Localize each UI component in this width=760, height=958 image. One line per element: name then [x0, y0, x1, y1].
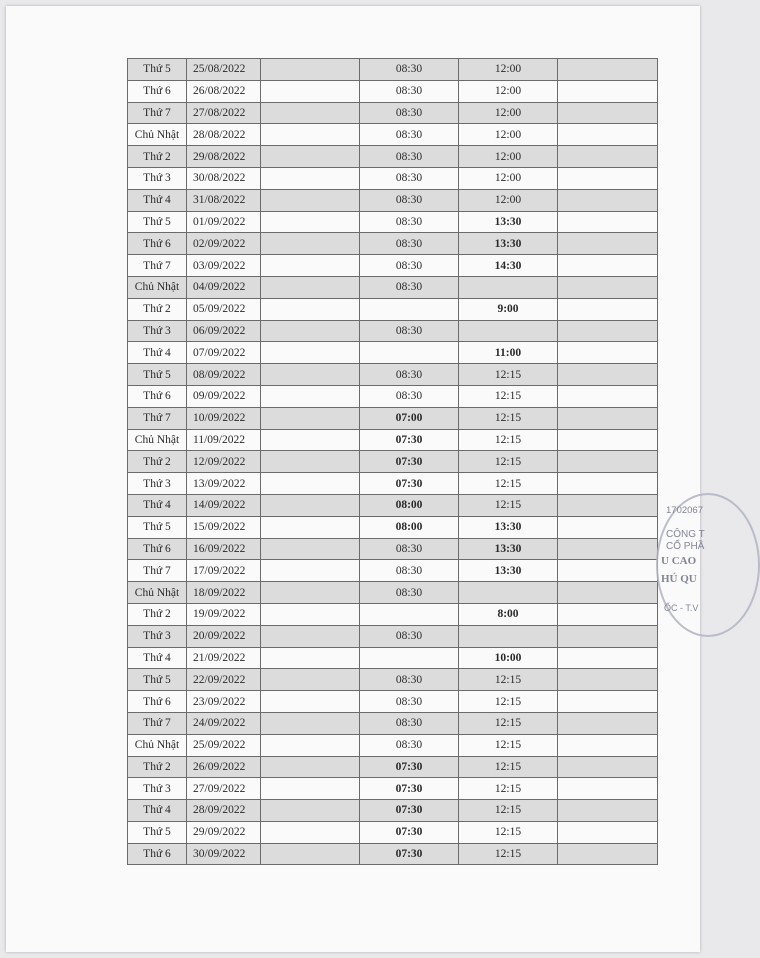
note-cell — [558, 298, 658, 320]
end-time-cell — [459, 320, 558, 342]
note-cell — [558, 385, 658, 407]
date-cell: 15/09/2022 — [187, 516, 261, 538]
stamp-line: 1702067 — [666, 505, 703, 516]
stamp-line: CÔNG T — [666, 529, 705, 540]
start-time-cell: 07:30 — [360, 756, 459, 778]
note-cell — [558, 211, 658, 233]
blank-cell — [261, 473, 360, 495]
blank-cell — [261, 560, 360, 582]
blank-cell — [261, 778, 360, 800]
end-time-cell: 12:00 — [459, 189, 558, 211]
end-time-cell: 10:00 — [459, 647, 558, 669]
start-time-cell: 07:30 — [360, 778, 459, 800]
end-time-cell: 12:15 — [459, 451, 558, 473]
table-row — [128, 647, 658, 669]
table-row — [128, 189, 658, 211]
blank-cell — [261, 233, 360, 255]
end-time-cell: 12:15 — [459, 843, 558, 865]
blank-cell — [261, 625, 360, 647]
start-time-cell: 08:30 — [360, 167, 459, 189]
note-cell — [558, 647, 658, 669]
end-time-cell: 12:00 — [459, 102, 558, 124]
blank-cell — [261, 647, 360, 669]
end-time-cell: 12:15 — [459, 734, 558, 756]
note-cell — [558, 494, 658, 516]
start-time-cell: 08:30 — [360, 80, 459, 102]
date-cell: 11/09/2022 — [187, 429, 261, 451]
day-cell: Thứ 3 — [128, 167, 187, 189]
note-cell — [558, 80, 658, 102]
start-time-cell: 08:30 — [360, 582, 459, 604]
note-cell — [558, 734, 658, 756]
start-time-cell: 08:30 — [360, 124, 459, 146]
blank-cell — [261, 124, 360, 146]
start-time-cell: 08:00 — [360, 494, 459, 516]
date-cell: 07/09/2022 — [187, 342, 261, 364]
date-cell: 27/09/2022 — [187, 778, 261, 800]
table-row — [128, 211, 658, 233]
start-time-cell — [360, 298, 459, 320]
table-row — [128, 625, 658, 647]
date-cell: 13/09/2022 — [187, 473, 261, 495]
day-cell: Thứ 6 — [128, 691, 187, 713]
end-time-cell: 12:00 — [459, 59, 558, 81]
start-time-cell: 07:30 — [360, 451, 459, 473]
table-row — [128, 320, 658, 342]
table-row — [128, 603, 658, 625]
end-time-cell: 9:00 — [459, 298, 558, 320]
blank-cell — [261, 167, 360, 189]
end-time-cell: 12:15 — [459, 800, 558, 822]
start-time-cell: 07:30 — [360, 429, 459, 451]
table-row — [128, 59, 658, 81]
note-cell — [558, 516, 658, 538]
day-cell: Thứ 7 — [128, 102, 187, 124]
end-time-cell: 12:00 — [459, 146, 558, 168]
day-cell: Thứ 5 — [128, 516, 187, 538]
note-cell — [558, 102, 658, 124]
date-cell: 25/09/2022 — [187, 734, 261, 756]
end-time-cell — [459, 276, 558, 298]
note-cell — [558, 691, 658, 713]
blank-cell — [261, 385, 360, 407]
start-time-cell: 08:30 — [360, 734, 459, 756]
start-time-cell: 08:30 — [360, 320, 459, 342]
day-cell: Thứ 5 — [128, 59, 187, 81]
table-row — [128, 560, 658, 582]
date-cell: 08/09/2022 — [187, 364, 261, 386]
day-cell: Thứ 3 — [128, 473, 187, 495]
day-cell: Thứ 7 — [128, 407, 187, 429]
table-row — [128, 342, 658, 364]
date-cell: 28/08/2022 — [187, 124, 261, 146]
note-cell — [558, 669, 658, 691]
end-time-cell — [459, 625, 558, 647]
note-cell — [558, 189, 658, 211]
table-row — [128, 712, 658, 734]
end-time-cell: 12:15 — [459, 669, 558, 691]
stamp-line: HÚ QU — [661, 573, 697, 585]
day-cell: Thứ 5 — [128, 211, 187, 233]
blank-cell — [261, 538, 360, 560]
note-cell — [558, 625, 658, 647]
start-time-cell: 08:30 — [360, 364, 459, 386]
table-row — [128, 691, 658, 713]
end-time-cell: 13:30 — [459, 560, 558, 582]
start-time-cell: 08:30 — [360, 625, 459, 647]
date-cell: 09/09/2022 — [187, 385, 261, 407]
note-cell — [558, 320, 658, 342]
date-cell: 21/09/2022 — [187, 647, 261, 669]
note-cell — [558, 843, 658, 865]
date-cell: 30/08/2022 — [187, 167, 261, 189]
note-cell — [558, 756, 658, 778]
note-cell — [558, 560, 658, 582]
table-row — [128, 385, 658, 407]
day-cell: Thứ 5 — [128, 669, 187, 691]
day-cell: Thứ 2 — [128, 146, 187, 168]
table-row — [128, 233, 658, 255]
day-cell: Thứ 6 — [128, 843, 187, 865]
date-cell: 10/09/2022 — [187, 407, 261, 429]
start-time-cell: 07:30 — [360, 800, 459, 822]
table-row — [128, 669, 658, 691]
date-cell: 25/08/2022 — [187, 59, 261, 81]
date-cell: 16/09/2022 — [187, 538, 261, 560]
note-cell — [558, 473, 658, 495]
note-cell — [558, 255, 658, 277]
blank-cell — [261, 516, 360, 538]
start-time-cell: 08:30 — [360, 255, 459, 277]
end-time-cell: 12:15 — [459, 364, 558, 386]
start-time-cell: 08:30 — [360, 102, 459, 124]
end-time-cell: 13:30 — [459, 516, 558, 538]
end-time-cell: 12:15 — [459, 494, 558, 516]
table-row — [128, 821, 658, 843]
table-row — [128, 451, 658, 473]
end-time-cell: 12:00 — [459, 80, 558, 102]
note-cell — [558, 712, 658, 734]
blank-cell — [261, 691, 360, 713]
table-row — [128, 407, 658, 429]
start-time-cell: 08:30 — [360, 691, 459, 713]
end-time-cell: 13:30 — [459, 538, 558, 560]
day-cell: Thứ 6 — [128, 385, 187, 407]
note-cell — [558, 124, 658, 146]
day-cell: Thứ 3 — [128, 778, 187, 800]
blank-cell — [261, 276, 360, 298]
date-cell: 22/09/2022 — [187, 669, 261, 691]
blank-cell — [261, 712, 360, 734]
start-time-cell: 08:30 — [360, 560, 459, 582]
table-row — [128, 734, 658, 756]
note-cell — [558, 59, 658, 81]
start-time-cell: 08:30 — [360, 233, 459, 255]
blank-cell — [261, 734, 360, 756]
note-cell — [558, 407, 658, 429]
blank-cell — [261, 821, 360, 843]
end-time-cell: 11:00 — [459, 342, 558, 364]
table-row — [128, 843, 658, 865]
blank-cell — [261, 189, 360, 211]
date-cell: 04/09/2022 — [187, 276, 261, 298]
note-cell — [558, 429, 658, 451]
end-time-cell: 8:00 — [459, 603, 558, 625]
day-cell: Thứ 6 — [128, 538, 187, 560]
date-cell: 26/09/2022 — [187, 756, 261, 778]
table-row — [128, 494, 658, 516]
day-cell: Thứ 3 — [128, 320, 187, 342]
start-time-cell — [360, 342, 459, 364]
blank-cell — [261, 59, 360, 81]
end-time-cell: 12:00 — [459, 167, 558, 189]
date-cell: 12/09/2022 — [187, 451, 261, 473]
blank-cell — [261, 80, 360, 102]
table-row — [128, 473, 658, 495]
start-time-cell: 08:30 — [360, 189, 459, 211]
table-row — [128, 80, 658, 102]
start-time-cell — [360, 647, 459, 669]
schedule-table-body — [128, 59, 658, 865]
day-cell: Thứ 5 — [128, 821, 187, 843]
day-cell: Thứ 2 — [128, 451, 187, 473]
day-cell: Thứ 7 — [128, 560, 187, 582]
end-time-cell: 12:15 — [459, 691, 558, 713]
blank-cell — [261, 429, 360, 451]
blank-cell — [261, 320, 360, 342]
end-time-cell: 12:15 — [459, 429, 558, 451]
date-cell: 18/09/2022 — [187, 582, 261, 604]
blank-cell — [261, 800, 360, 822]
table-row — [128, 778, 658, 800]
day-cell: Thứ 7 — [128, 712, 187, 734]
day-cell: Thứ 4 — [128, 647, 187, 669]
day-cell: Thứ 5 — [128, 364, 187, 386]
date-cell: 26/08/2022 — [187, 80, 261, 102]
day-cell: Chủ Nhật — [128, 734, 187, 756]
date-cell: 20/09/2022 — [187, 625, 261, 647]
end-time-cell: 12:15 — [459, 407, 558, 429]
blank-cell — [261, 211, 360, 233]
table-row — [128, 800, 658, 822]
note-cell — [558, 167, 658, 189]
start-time-cell: 08:30 — [360, 276, 459, 298]
table-row — [128, 429, 658, 451]
table-row — [128, 582, 658, 604]
day-cell: Chủ Nhật — [128, 582, 187, 604]
blank-cell — [261, 582, 360, 604]
note-cell — [558, 233, 658, 255]
table-row — [128, 102, 658, 124]
end-time-cell: 12:15 — [459, 821, 558, 843]
company-seal-stamp — [656, 493, 760, 637]
table-row — [128, 255, 658, 277]
note-cell — [558, 800, 658, 822]
blank-cell — [261, 843, 360, 865]
start-time-cell — [360, 603, 459, 625]
start-time-cell: 08:30 — [360, 211, 459, 233]
table-row — [128, 538, 658, 560]
end-time-cell: 12:15 — [459, 385, 558, 407]
table-row — [128, 146, 658, 168]
day-cell: Chủ Nhật — [128, 124, 187, 146]
document-page — [6, 6, 705, 952]
blank-cell — [261, 756, 360, 778]
blank-cell — [261, 494, 360, 516]
day-cell: Chủ Nhật — [128, 429, 187, 451]
stamp-line: CỔ PHẦ — [666, 541, 705, 552]
table-row — [128, 276, 658, 298]
date-cell: 30/09/2022 — [187, 843, 261, 865]
date-cell: 17/09/2022 — [187, 560, 261, 582]
day-cell: Thứ 4 — [128, 494, 187, 516]
note-cell — [558, 821, 658, 843]
start-time-cell: 08:30 — [360, 538, 459, 560]
end-time-cell: 13:30 — [459, 211, 558, 233]
date-cell: 02/09/2022 — [187, 233, 261, 255]
end-time-cell: 13:30 — [459, 233, 558, 255]
start-time-cell: 07:30 — [360, 843, 459, 865]
end-time-cell: 12:15 — [459, 778, 558, 800]
schedule-table — [127, 58, 658, 865]
day-cell: Thứ 6 — [128, 233, 187, 255]
start-time-cell: 08:30 — [360, 59, 459, 81]
date-cell: 06/09/2022 — [187, 320, 261, 342]
blank-cell — [261, 146, 360, 168]
blank-cell — [261, 407, 360, 429]
start-time-cell: 08:00 — [360, 516, 459, 538]
end-time-cell: 12:00 — [459, 124, 558, 146]
note-cell — [558, 778, 658, 800]
end-time-cell: 12:15 — [459, 473, 558, 495]
start-time-cell: 07:00 — [360, 407, 459, 429]
end-time-cell: 14:30 — [459, 255, 558, 277]
date-cell: 27/08/2022 — [187, 102, 261, 124]
day-cell: Chủ Nhật — [128, 276, 187, 298]
start-time-cell: 07:30 — [360, 473, 459, 495]
blank-cell — [261, 669, 360, 691]
table-row — [128, 124, 658, 146]
date-cell: 28/09/2022 — [187, 800, 261, 822]
note-cell — [558, 342, 658, 364]
day-cell: Thứ 3 — [128, 625, 187, 647]
day-cell: Thứ 2 — [128, 756, 187, 778]
blank-cell — [261, 298, 360, 320]
day-cell: Thứ 4 — [128, 189, 187, 211]
date-cell: 24/09/2022 — [187, 712, 261, 734]
date-cell: 31/08/2022 — [187, 189, 261, 211]
blank-cell — [261, 102, 360, 124]
start-time-cell: 08:30 — [360, 146, 459, 168]
stamp-line: ỐC - T.V — [664, 603, 699, 613]
note-cell — [558, 603, 658, 625]
date-cell: 03/09/2022 — [187, 255, 261, 277]
date-cell: 19/09/2022 — [187, 603, 261, 625]
date-cell: 05/09/2022 — [187, 298, 261, 320]
blank-cell — [261, 451, 360, 473]
day-cell: Thứ 2 — [128, 298, 187, 320]
day-cell: Thứ 2 — [128, 603, 187, 625]
note-cell — [558, 451, 658, 473]
table-row — [128, 167, 658, 189]
note-cell — [558, 276, 658, 298]
note-cell — [558, 364, 658, 386]
start-time-cell: 08:30 — [360, 712, 459, 734]
day-cell: Thứ 7 — [128, 255, 187, 277]
day-cell: Thứ 6 — [128, 80, 187, 102]
note-cell — [558, 582, 658, 604]
start-time-cell: 07:30 — [360, 821, 459, 843]
note-cell — [558, 146, 658, 168]
note-cell — [558, 538, 658, 560]
end-time-cell — [459, 582, 558, 604]
date-cell: 14/09/2022 — [187, 494, 261, 516]
date-cell: 23/09/2022 — [187, 691, 261, 713]
blank-cell — [261, 255, 360, 277]
day-cell: Thứ 4 — [128, 342, 187, 364]
start-time-cell: 08:30 — [360, 385, 459, 407]
date-cell: 29/08/2022 — [187, 146, 261, 168]
start-time-cell: 08:30 — [360, 669, 459, 691]
blank-cell — [261, 342, 360, 364]
end-time-cell: 12:15 — [459, 712, 558, 734]
table-row — [128, 516, 658, 538]
table-row — [128, 298, 658, 320]
date-cell: 01/09/2022 — [187, 211, 261, 233]
table-row — [128, 364, 658, 386]
date-cell: 29/09/2022 — [187, 821, 261, 843]
blank-cell — [261, 603, 360, 625]
table-row — [128, 756, 658, 778]
day-cell: Thứ 4 — [128, 800, 187, 822]
stamp-line: U CAO — [661, 555, 697, 567]
end-time-cell: 12:15 — [459, 756, 558, 778]
blank-cell — [261, 364, 360, 386]
